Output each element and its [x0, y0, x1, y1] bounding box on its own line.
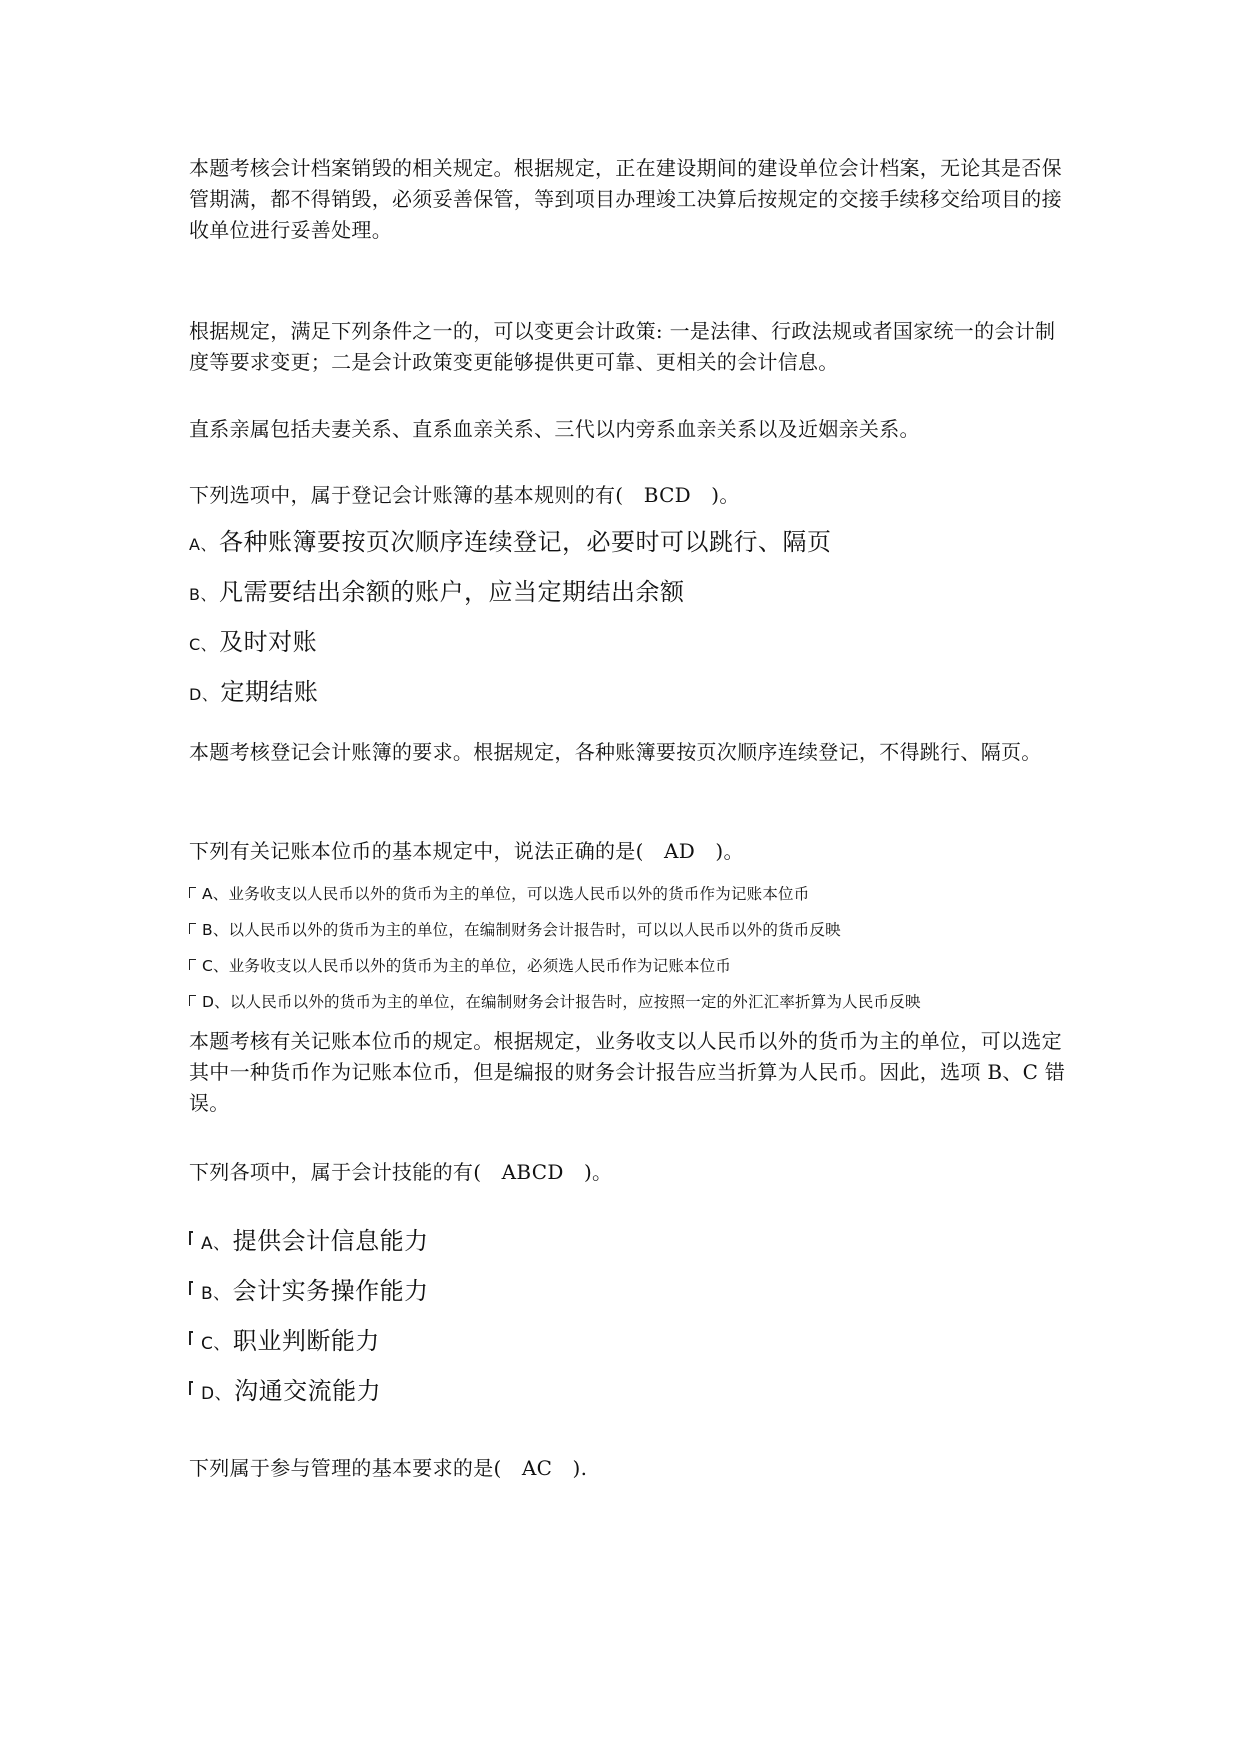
option-letter: D、 — [189, 685, 219, 704]
option-letter: C、 — [201, 1334, 231, 1354]
explanation-ledger-rules: 本题考核登记会计账簿的要求。根据规定，各种账簿要按页次顺序连续登记，不得跳行、隔页。 — [189, 740, 1042, 764]
option-text: 业务收支以人民币以外的货币为主的单位，可以选人民币以外的货币作为记账本位币 — [228, 885, 810, 903]
explanation-functional-currency: 本题考核有关记账本位币的规定。根据规定，业务收支以人民币以外的货币为主的单位，可以选定其中一种货币作为记账本位币，但是编报的财务会计报告应当折算为人民币。因此，选项 B、C 错误。 — [189, 1029, 1066, 1115]
option-text: 以人民币以外的货币为主的单位，在编制财务会计报告时，应按照一定的外汇汇率折算为人民币反映 — [229, 993, 921, 1011]
q1-option-a — [189, 527, 1069, 560]
checkbox-icon — [189, 1381, 193, 1395]
checkbox-icon — [189, 923, 196, 934]
option-letter: B、 — [201, 1284, 231, 1304]
option-letter: D、 — [201, 1384, 233, 1404]
checkbox-icon — [189, 995, 196, 1006]
q2-option-d — [189, 991, 1069, 1013]
q2-option-b — [189, 919, 1069, 941]
question-4-stem: 下列属于参与管理的基本要求的是( AC ). — [189, 1456, 588, 1480]
q1-option-b — [189, 577, 1069, 610]
option-text: 及时对账 — [219, 628, 318, 656]
explanation-direct-relatives: 直系亲属包括夫妻关系、直系血亲关系、三代以内旁系血亲关系以及近姻亲关系。 — [189, 417, 920, 441]
option-text: 各种账簿要按页次顺序连续登记，必要时可以跳行、隔页 — [218, 528, 832, 556]
q3-option-b — [189, 1276, 1069, 1309]
q1-option-c — [189, 627, 1069, 660]
option-letter: A、 — [189, 535, 217, 554]
option-letter: B、 — [202, 921, 229, 939]
option-letter: C、 — [189, 635, 218, 654]
question-3-stem: 下列各项中，属于会计技能的有( ABCD )。 — [189, 1160, 613, 1184]
question-2-stem: 下列有关记账本位币的基本规定中，说法正确的是( AD )。 — [189, 839, 744, 863]
option-letter: A、 — [201, 1234, 231, 1254]
q1-option-d — [189, 677, 1069, 710]
checkbox-icon — [189, 959, 196, 970]
option-text: 沟通交流能力 — [234, 1377, 382, 1405]
option-text: 提供会计信息能力 — [232, 1227, 429, 1255]
option-letter: D、 — [202, 993, 230, 1011]
option-text: 职业判断能力 — [232, 1327, 380, 1355]
checkbox-icon — [189, 1331, 193, 1345]
q3-option-a — [189, 1226, 1069, 1259]
checkbox-icon — [189, 1231, 193, 1245]
option-text: 凡需要结出余额的账户，应当定期结出余额 — [218, 578, 685, 606]
option-letter: C、 — [202, 957, 229, 975]
q3-option-c — [189, 1326, 1069, 1359]
option-letter: B、 — [189, 585, 217, 604]
option-text: 业务收支以人民币以外的货币为主的单位，必须选人民币作为记账本位币 — [228, 957, 732, 975]
question-1-stem: 下列选项中，属于登记会计账簿的基本规则的有( BCD )。 — [189, 483, 740, 507]
option-letter: A、 — [202, 885, 229, 903]
q2-option-a — [189, 883, 1069, 905]
checkbox-icon — [189, 887, 196, 898]
explanation-archive-destruction: 本题考核会计档案销毁的相关规定。根据规定，正在建设期间的建设单位会计档案，无论其是否保管期满，都不得销毁，必须妥善保管，等到项目办理竣工决算后按规定的交接手续移交给项目的接收单位进行妥善处理。 — [189, 156, 1062, 242]
option-text: 会计实务操作能力 — [232, 1277, 429, 1305]
explanation-policy-change: 根据规定，满足下列条件之一的，可以变更会计政策: 一是法律、行政法规或者国家统一的会计制度等要求变更；二是会计政策变更能够提供更可靠、更相关的会计信息。 — [189, 319, 1056, 374]
option-text: 以人民币以外的货币为主的单位，在编制财务会计报告时，可以以人民币以外的货币反映 — [228, 921, 841, 939]
q3-option-d — [189, 1376, 1069, 1409]
checkbox-icon — [189, 1281, 193, 1295]
option-text: 定期结账 — [220, 678, 319, 706]
q2-option-c — [189, 955, 1069, 977]
